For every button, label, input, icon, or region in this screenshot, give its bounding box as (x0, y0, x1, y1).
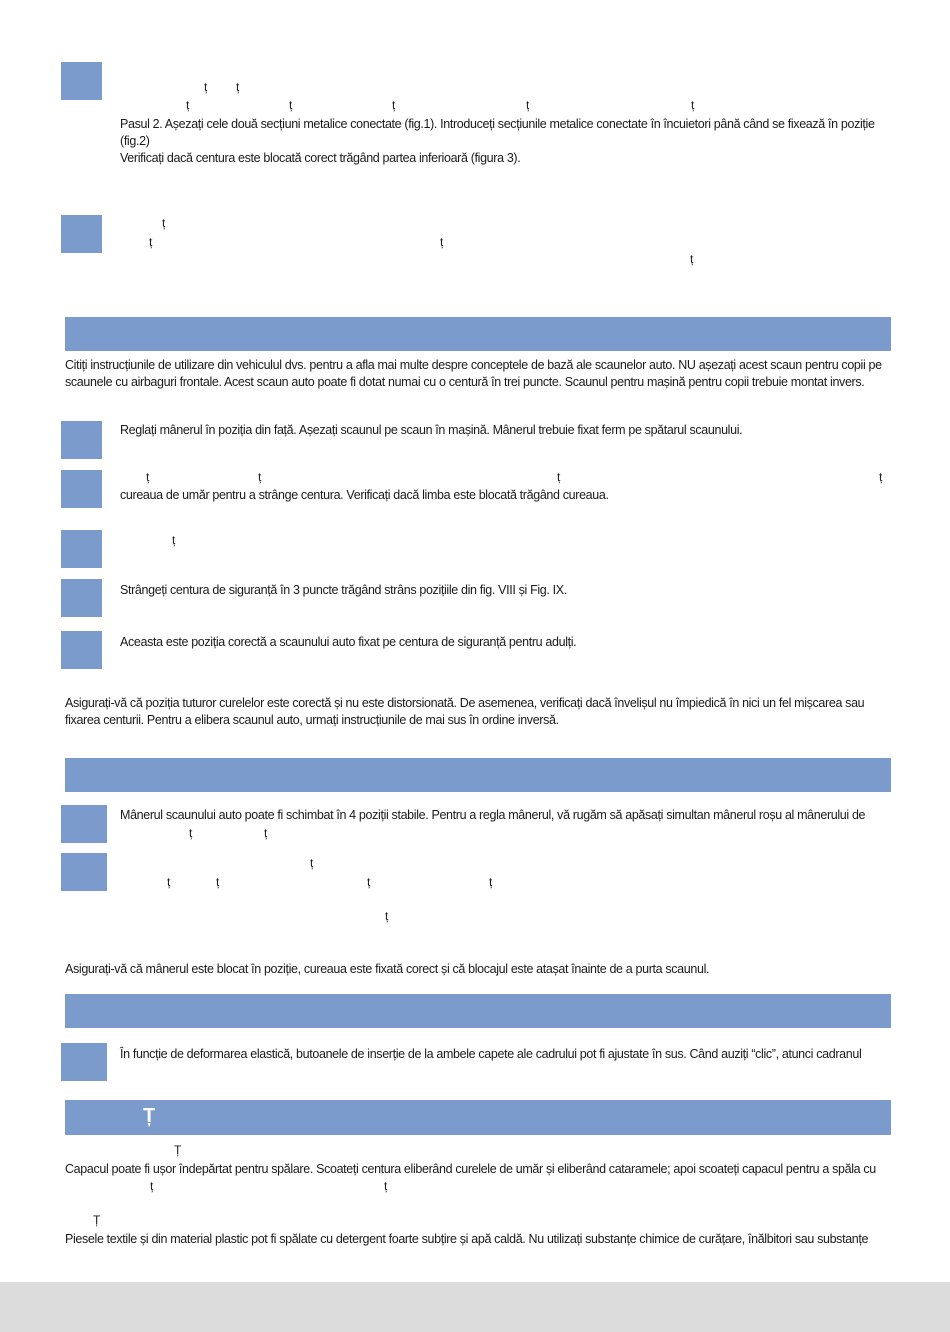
diacritic-fragment: Ț (174, 1143, 182, 1157)
section-intro: Citiți instrucțiunile de utilizare din vehiculul dvs. pentru a afla mai multe despre conceptele de bază ale scaunelor auto. NU așezați acest scaun pentru copii pe scaunele cu airbaguri frontale. Acest scaun auto poate fi dotat numai cu o centură în trei puncte. Scaunul pentru mașină pentru copii trebuie montat invers. (65, 358, 882, 389)
step-marker (61, 805, 107, 843)
instruction-text: Pasul 2. Așezați cele două secțiuni metalice conectate (fig.1). Introduceți secțiunile metalice conectate în încuietori până când se fixează în poziție (120, 117, 875, 131)
diacritic-fragment: ț (489, 875, 493, 889)
diacritic-fragment: ț (172, 533, 176, 547)
step-marker (61, 579, 102, 617)
diacritic-fragment: ț (236, 80, 240, 94)
diacritic-fragment: ț (691, 98, 695, 112)
diacritic-fragment: ț (186, 98, 190, 112)
diacritic-fragment: ț (557, 470, 561, 484)
step-marker (61, 215, 102, 253)
step-marker (61, 1043, 107, 1081)
step-marker (61, 631, 102, 669)
step-marker (61, 470, 102, 508)
section-header-band (65, 317, 891, 351)
diacritic-fragment: ț (162, 216, 166, 230)
instruction-text: Mânerul scaunului auto poate fi schimbat în 4 poziții stabile. Pentru a regla mânerul, vă rugăm să apăsați simultan mânerul roșu al mânerului de (120, 808, 866, 822)
diacritic-fragment: ț (216, 875, 220, 889)
diacritic-fragment: ț (204, 80, 208, 94)
section-closing: Asigurați-vă că mânerul este blocat în poziție, cureaua este fixată corect și că blocajul este atașat înainte de a purta scaunul. (65, 962, 710, 976)
diacritic-fragment: ț (289, 98, 293, 112)
diacritic-fragment: Ț (93, 1213, 101, 1227)
step-marker (61, 421, 102, 459)
diacritic-fragment: ț (146, 470, 150, 484)
section-header-band (65, 758, 891, 792)
diacritic-fragment: ț (440, 235, 444, 249)
instruction-text: În funcție de deformarea elastică, butoanele de inserție de la ambele capete ale cadrului pot fi ajustate în sus. Când auziți “clic”, atunci cadranul (120, 1047, 862, 1061)
diacritic-fragment: ț (167, 875, 171, 889)
diacritic-fragment: ț (879, 470, 883, 484)
diacritic-fragment: ț (392, 98, 396, 112)
diacritic-fragment: ț (189, 826, 193, 840)
instruction-text: (fig.2) (120, 134, 150, 148)
step-marker (61, 62, 102, 100)
diacritic-fragment: ț (367, 875, 371, 889)
diacritic-fragment: ț (149, 235, 153, 249)
paragraph-text: Capacul poate fi ușor îndepărtat pentru spălare. Scoateți centura eliberând curelele de umăr și eliberând cataramele; apoi scoateți capacul pentru a spăla cu (65, 1162, 876, 1176)
diacritic-fragment: ț (526, 98, 530, 112)
page-footer-band (0, 1282, 950, 1332)
diacritic-fragment: ț (264, 826, 268, 840)
diacritic-fragment: ț (384, 1179, 388, 1193)
header-diacritic-fragment: Ț (143, 1105, 156, 1127)
instruction-text: Verificați dacă centura este blocată corect trăgând partea inferioară (figura 3). (120, 151, 521, 165)
diacritic-fragment: ț (258, 470, 262, 484)
section-header-band (65, 994, 891, 1028)
step-marker (61, 530, 102, 568)
instruction-text: Strângeți centura de siguranță în 3 puncte trăgând strâns pozițiile din fig. VIII și Fig. IX. (120, 583, 567, 597)
diacritic-fragment: ț (310, 856, 314, 870)
instruction-text: Aceasta este poziția corectă a scaunului auto fixat pe centura de siguranță pentru adulți. (120, 635, 577, 649)
section-header-band (65, 1100, 891, 1135)
section-closing: Asigurați-vă că poziția tuturor curelelor este corectă și nu este distorsionată. De asemenea, verificați dacă învelișul nu împiedică în nici un fel mișcarea sau fixarea centurii. Pentru a elibera scaunul auto, urmați instrucțiunile de mai sus în ordine inversă. (65, 696, 865, 727)
step-marker (61, 853, 107, 891)
instruction-text: Reglați mânerul în poziția din față. Așezați scaunul pe scaun în mașină. Mânerul trebuie fixat ferm pe spătarul scaunului. (120, 423, 743, 437)
diacritic-fragment: ț (690, 252, 694, 266)
diacritic-fragment: ț (150, 1179, 154, 1193)
instruction-text: cureaua de umăr pentru a strânge centura. Verificați dacă limba este blocată trăgând cureaua. (120, 488, 609, 502)
diacritic-fragment: ț (385, 909, 389, 923)
paragraph-text: Piesele textile și din material plastic pot fi spălate cu detergent foarte subțire și apă caldă. Nu utilizați substanțe chimice de curățare, înălbitori sau substanțe (65, 1232, 869, 1246)
